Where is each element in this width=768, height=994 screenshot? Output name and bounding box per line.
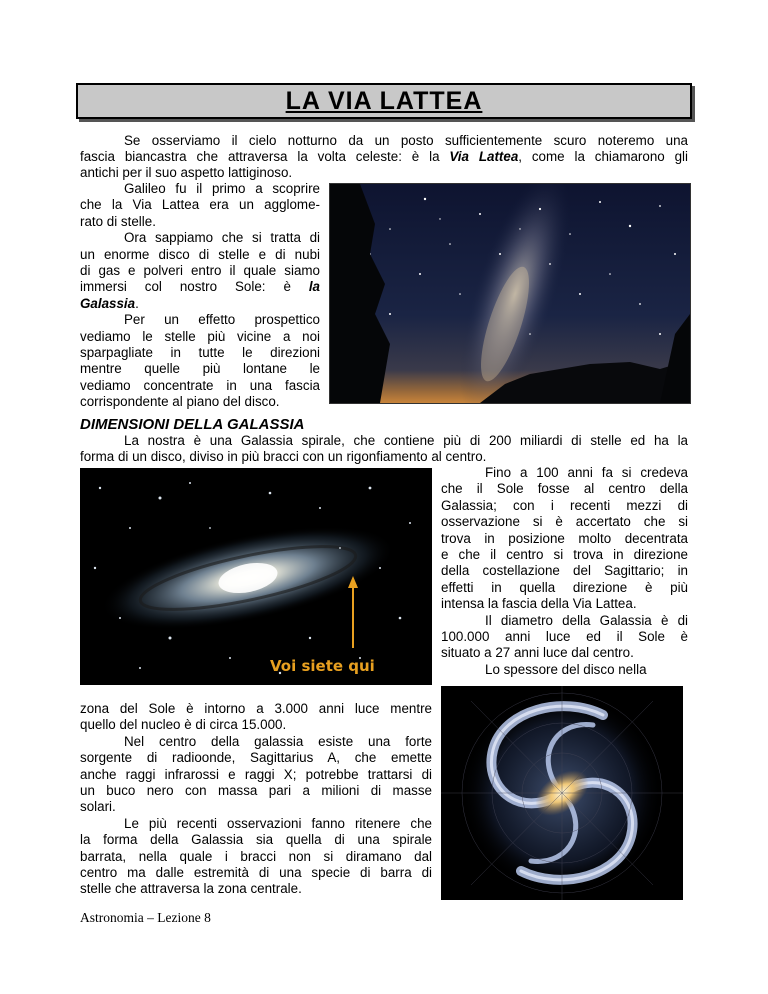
footer: Astronomia – Lezione 8 <box>80 910 211 925</box>
lower-p2-line: solari. <box>80 799 116 815</box>
spiral-galaxy-map <box>441 686 683 900</box>
right-p1-line: trova in posizione molto decentrata <box>441 530 688 546</box>
lower-p3-line: barrata, nella quale i bracci non si diramano dal <box>80 848 432 864</box>
right-p2-line: 100.000 anni luce ed il Sole è <box>441 629 688 645</box>
p2-line: Galileo fu il primo a scoprire <box>124 181 320 196</box>
lower-p2-line: anche raggi infrarossi e raggi X; potrebbe trattarsi di <box>80 766 432 782</box>
lower-p2-line: un buco nero con massa pari a milioni di masse <box>80 783 432 799</box>
section-heading: DIMENSIONI DELLA GALASSIA <box>80 416 305 433</box>
p3-line: Galassia. <box>80 295 139 311</box>
spiral-galaxy-image <box>441 686 683 900</box>
lower-p1-line: zona del Sole è intorno a 3.000 anni luce mentre <box>80 701 432 716</box>
title-box <box>76 83 692 119</box>
right-p1-line: osservazione si è accertato che si <box>441 514 688 530</box>
right-p2-line: Il diametro della Galassia è di <box>485 612 688 628</box>
intro-line-3: antichi per il suo aspetto lattiginoso. <box>80 165 293 180</box>
arrow-label: Voi siete qui <box>270 657 375 675</box>
dim-line-2: forma di un disco, diviso in più bracci con un rigonfiamento al centro. <box>80 449 487 464</box>
p3-line: un enorme disco di stelle e di nubi <box>80 246 320 262</box>
intro-line-1: Se osserviamo il cielo notturno da un posto sufficientemente scuro noteremo una <box>124 133 688 148</box>
milky-way-image <box>330 184 690 403</box>
galaxy-image <box>80 468 432 685</box>
right-p2-line: situato a 27 anni luce dal centro. <box>441 645 634 661</box>
right-p1-line: della costellazione del Sagittario; in <box>441 563 688 579</box>
galaxy-photo <box>80 468 432 685</box>
right-p1-line: effetti in quella direzione è più <box>441 579 688 595</box>
lower-p1-line: quello del nucleo è di circa 15.000. <box>80 717 287 733</box>
lower-p2-line: sorgente di radioonde, Sagittarius A, che emette <box>80 750 432 766</box>
p3-line: immersi col nostro Sole: è la <box>80 279 320 295</box>
right-p1-line: e che il centro si trova in direzione <box>441 547 688 563</box>
page-title: LA VIA LATTEA <box>285 86 483 115</box>
right-p1-line: Fino a 100 anni fa si credeva <box>485 465 688 480</box>
lower-left-column <box>80 701 432 898</box>
intro-line-2: fascia biancastra che attraversa la volta celeste: è la Via Lattea, come la chiamarono gli <box>80 149 688 164</box>
p2-line: rato di stelle. <box>80 213 156 229</box>
intro-left-column <box>80 181 320 411</box>
p3-line: Ora sappiamo che si tratta di <box>124 230 320 246</box>
lower-p3-line: stelle che attraversa la zona centrale. <box>80 881 302 897</box>
p4-line: mentre quelle più lontane le <box>80 361 320 377</box>
p4-line: vediamo le stelle più vicine a noi <box>80 328 320 344</box>
right-p1-line: Galassia; con i recenti mezzi di <box>441 497 688 513</box>
p3-line: di gas e polveri entro il quale siamo <box>80 263 320 279</box>
lower-p3-line: la forma della Galassia sia quella di una spirale <box>80 832 432 848</box>
milky-way-photo <box>329 183 691 404</box>
right-p1-line: che il Sole fosse al centro della <box>441 481 688 497</box>
lower-p3-line: Le più recenti osservazioni fanno ritenere che <box>124 815 432 831</box>
lower-p3-line: centro ma dalle estremità di una specie di barra di <box>80 865 432 881</box>
right-p1-line: intensa la fascia della Via Lattea. <box>441 596 637 612</box>
dim-line-1: La nostra è una Galassia spirale, che contiene più di 200 miliardi di stelle ed ha la <box>124 433 688 448</box>
p4-line: vediamo concentrate in una fascia <box>80 377 320 393</box>
p4-line: corrispondente al piano del disco. <box>80 394 280 410</box>
p4-line: Per un effetto prospettico <box>124 312 320 328</box>
dim-right-column <box>441 465 688 678</box>
p2-line: che la Via Lattea era un agglome- <box>80 197 320 213</box>
right-p3-line: Lo spessore del disco nella <box>485 661 647 677</box>
lower-p2-line: Nel centro della galassia esiste una forte <box>124 733 432 749</box>
p4-line: sparpagliate in tutte le direzioni <box>80 345 320 361</box>
